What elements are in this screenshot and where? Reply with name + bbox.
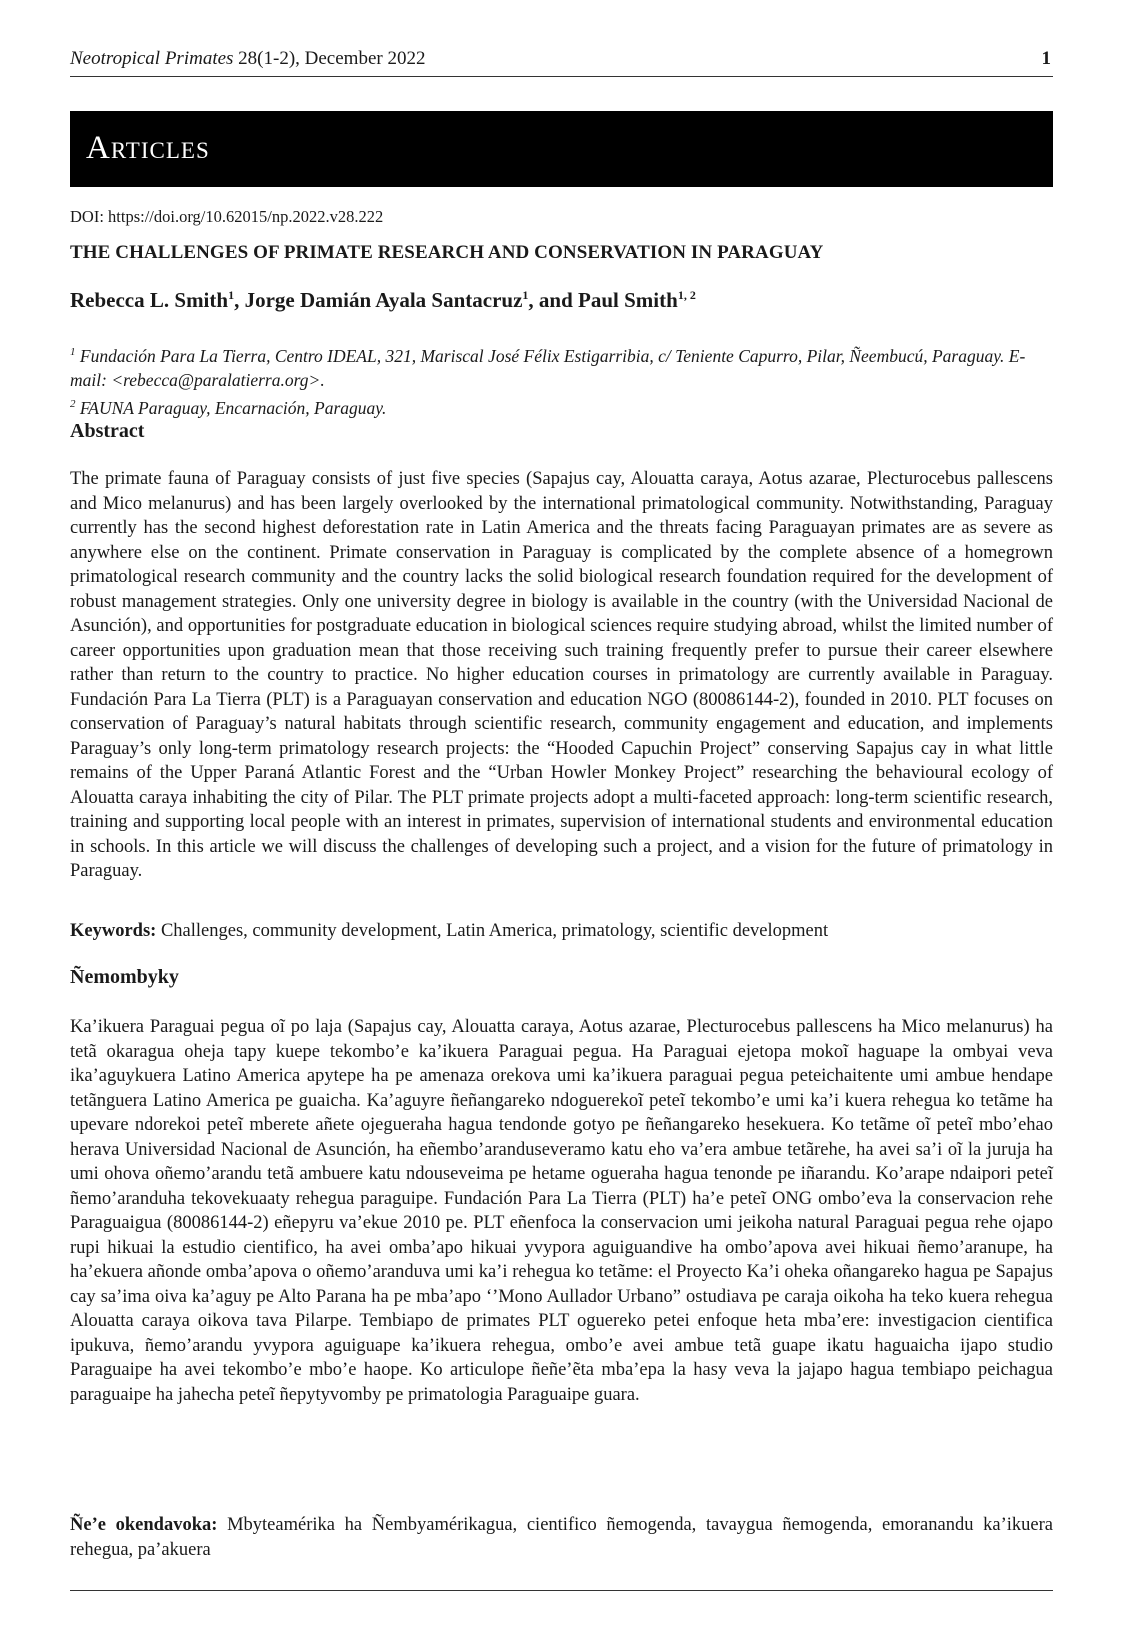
section-banner xyxy=(70,111,1053,187)
author-separator: , xyxy=(234,288,245,312)
abstract-text: The primate fauna of Paraguay consists of just five species (Sapajus cay, Alouatta caraya, Aotus azarae, Plecturocebus pallescens and Mico melanurus) and has been largely overlooked by the international primatological community. Notwithstanding, Paraguay currently has the second highest deforestation rate in Latin America and the threats facing Paraguayan primates are as severe as anywhere else on the continent. Primate conservation in Paraguay is complicated by the complete absence of a homegrown primatological research community and the country lacks the solid biological research foundation required for the development of robust management strategies. Only one university degree in biology is available in the country (with the Universidad Nacional de Asunción), and opportunities for postgraduate education in biological sciences require studying abroad, whilst the limited number of career opportunities upon graduation mean that those receiving such training frequently prefer to pursue their career elsewhere rather than return to the country to practice. No higher education courses in primatology are currently available in Paraguay. Fundación Para La Tierra (PLT) is a Paraguayan conservation and education NGO (80086144-2), founded in 2010. PLT focuses on conservation of Paraguay’s natural habitats through scientific research, community engagement and education, and implements Paraguay’s only long-term primatology research projects: the “Hooded Capuchin Project” conserving Sapajus cay in what little remains of the Upper Paraná Atlantic Forest and the “Urban Howler Monkey Project” researching the behavioural ecology of Alouatta caraya inhabiting the city of Pilar. The PLT primate projects adopt a multi-faceted approach: long-term scientific research, training and supporting local people with an interest in primates, supervision of international students and environmental education in schools. In this article we will discuss the challenges of developing such a project, and a vision for the future of primatology in Paraguay. xyxy=(70,469,1053,881)
author-name: Paul Smith xyxy=(578,288,678,312)
keywords-text: Challenges, community development, Latin America, primatology, scientific development xyxy=(156,921,829,941)
page-number: 1 xyxy=(1041,48,1051,69)
author-affiliation-marker: 1, 2 xyxy=(677,288,696,302)
section-title: Articles xyxy=(86,130,210,166)
journal-name: Neotropical Primates xyxy=(70,48,234,69)
doi-line: DOI: https://doi.org/10.62015/np.2022.v28.222 xyxy=(70,207,384,226)
nemombyky-text: Ka’ikuera Paraguai pegua oĩ po laja (Sapajus cay, Alouatta caraya, Aotus azarae, Plecturocebus pallescens ha Mico melanurus) ha tetã okaragua oheja tapy kuepe tekombo’e ka’ikuera Paraguai pegua. Ha Paraguai ejetopa mokoĩ haguape la ombyai veva ika’aguykuera Latino America apytepe ha pe amenaza orekova umi ka’ikuera paraguai pegua peteichaitente umi ambue hendape tetãnguera Latino America pe guaicha. Ka’aguyre ñeñangareko ndoguerekoĩ peteĩ tekombo’e umi ka’i kuera rehegua ko tetãme ha upevare ndorekoi peteĩ mberete añete ojegueraha hagua tendonde gotyo pe ñeñangareko hesekuera. Ko tetãme oĩ peteĩ mbo’ehao herava Universidad Nacional de Asunción, ha eñembo’aranduseveramo katu eho va’era ambue tetãrehe, ha avei sa’i oĩ la juruja ha umi ohova oñemo’arandu tetã ambuere katu ndouseveima pe hetame ogueraha hagua tenonde pe iñarandu. Ko’arape ndaipori peteĩ ñemo’aranduha tekovekuaaty rehegua paraguipe. Fundación Para La Tierra (PLT) ha’e peteĩ ONG ombo’eva la conservacion rehe Paraguaigua (80086144-2) eñepyru va’ekue 2010 pe. PLT eñenfoca la conservacion umi jeikoha natural Paraguai pegua rehe ojapo rupi hikuai la estudio cientifico, ha avei omba’apo hikuai yvypora aguiguandive ha ombo’apova avei hikuai ñemo’aranupe, ha ha’ekuera añonde omba’apova o oñemo’aranduva umi ka’i rehegua ko tetãme: el Proyecto Ka’i oheka oñangareko hagua pe Sapajus cay sa’ima oiva ka’aguy pe Alto Parana ha pe mba’apo ‘’Mono Aullador Urbano” ostudiava pe caraja oikoha ha teko kuera rehegua Alouatta caraya oikova tava Pilarpe. Tembiapo de primates PLT oguereko petei enfoque heta mba’ere: investigacion cientifica ipukuva, ñemo’arandu yvypora aguiguape ka’ikuera rehegua, ombo’e avei ambue tetã guape ikatu haguaicha ijapo studio Paraguaipe ha avei tekombo’e mbo’e haope. Ko articulope ñeñe’ẽta mba’epa la hasy veva la jajapo hagua tembiapo peichagua paraguaipe ha jahecha peteĩ ñepytyvomby pe primatologia Paraguaipe guara. xyxy=(70,1017,1053,1405)
guarani-keywords-line xyxy=(70,1513,1053,1562)
author-affiliation-marker: 1 xyxy=(522,288,529,302)
author-separator: , and xyxy=(528,288,579,312)
running-header xyxy=(70,48,1053,77)
journal-issue: 28(1-2), December 2022 xyxy=(238,48,426,69)
guarani-keywords-label: Ñe’e okendavoka: xyxy=(70,1515,218,1535)
article-title: THE CHALLENGES OF PRIMATE RESEARCH AND CONSERVATION IN PARAGUAY xyxy=(70,242,824,263)
abstract-heading: Abstract xyxy=(70,420,145,442)
nemombyky-heading: Ñemombyky xyxy=(70,966,179,988)
guarani-keywords-text: Mbyteamérika ha Ñembyamérikagua, cientifico ñemogenda, tavaygua ñemogenda, emoranandu ka’ikuera rehegua, pa’akuera xyxy=(70,1515,1053,1560)
affiliation-item: $^2$ FAUNA Paraguay, Encarnación, Paraguay. xyxy=(70,397,387,418)
author-list xyxy=(70,288,696,313)
author-affiliation-marker: 1 xyxy=(228,288,235,302)
keywords-label: Keywords: xyxy=(70,921,157,941)
footer-rule xyxy=(70,1590,1053,1591)
keywords-line xyxy=(70,919,1053,944)
author-name: Jorge Damián Ayala Santacruz xyxy=(244,288,523,312)
author-name: Rebecca L. Smith xyxy=(70,288,229,312)
affiliations xyxy=(70,340,1053,420)
affiliation-item: $^1$ Fundación Para La Tierra, Centro IDEAL, 321, Mariscal José Félix Estigarribia, c/ Teniente Capurro, Pilar, Ñeembucú, Paraguay. E-mail: <rebecca@paralatierra.org>. xyxy=(70,345,1026,390)
